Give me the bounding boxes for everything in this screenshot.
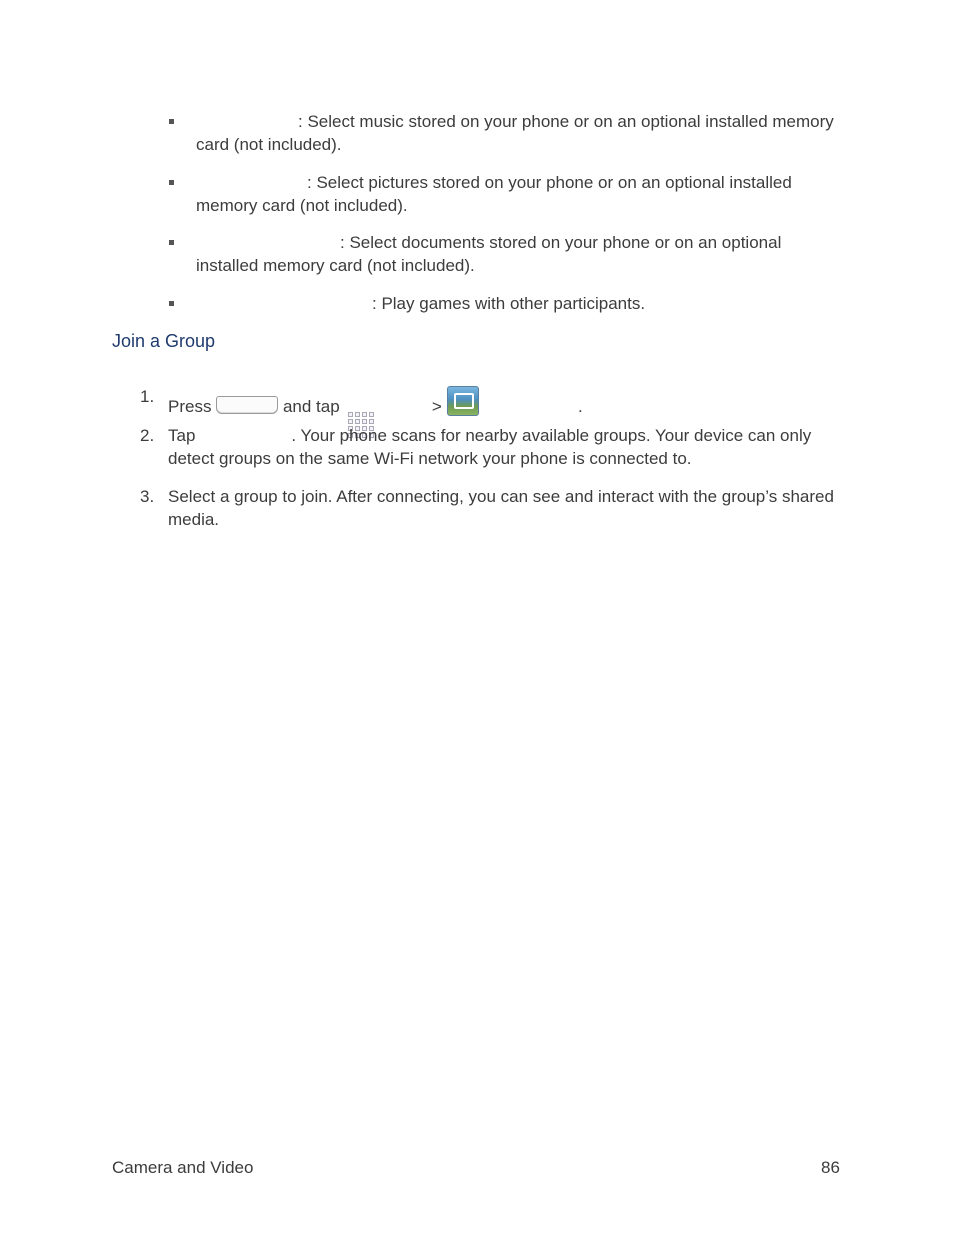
step-arrow-text: > <box>431 397 442 416</box>
step-text: Select a group to join. After connecting, you can see and interact with the group’s shared media. <box>168 487 834 529</box>
bullet-icon <box>169 240 174 245</box>
step-3 <box>140 486 848 531</box>
bullet-music <box>196 111 846 156</box>
bullet-text: : Select music stored on your phone or on an optional installed memory card (not included). <box>196 112 834 154</box>
step-period: . <box>578 397 583 416</box>
footer-page-number: 86 <box>821 1158 840 1177</box>
bullet-text: : Select documents stored on your phone or on an optional installed memory card (not included). <box>196 233 782 275</box>
footer-section-title: Camera and Video <box>112 1158 254 1177</box>
step-number: 3. <box>140 487 155 506</box>
step-text: . Your phone scans for nearby available groups. Your device can only detect groups on the same Wi-Fi network your phone is connected to. <box>168 426 812 468</box>
step-2 <box>140 425 848 470</box>
step-tap-text: Tap <box>168 426 196 445</box>
bullet-icon <box>169 119 174 124</box>
step-number: 2. <box>140 426 155 445</box>
section-heading: Join a Group <box>112 331 216 351</box>
step-press-text: Press <box>168 397 212 416</box>
group-play-icon <box>447 386 479 416</box>
step-and-tap-text: and tap <box>282 397 340 416</box>
bullet-games <box>196 293 846 316</box>
home-key-icon <box>216 396 278 414</box>
step-number: 1. <box>140 387 155 406</box>
bullet-icon <box>169 301 174 306</box>
bullet-pictures <box>196 172 846 217</box>
bullet-text: : Play games with other participants. <box>372 294 646 313</box>
bullet-icon <box>169 180 174 185</box>
bullet-documents <box>196 232 846 277</box>
bullet-text: : Select pictures stored on your phone or on an optional installed memory card (not included). <box>196 173 792 215</box>
